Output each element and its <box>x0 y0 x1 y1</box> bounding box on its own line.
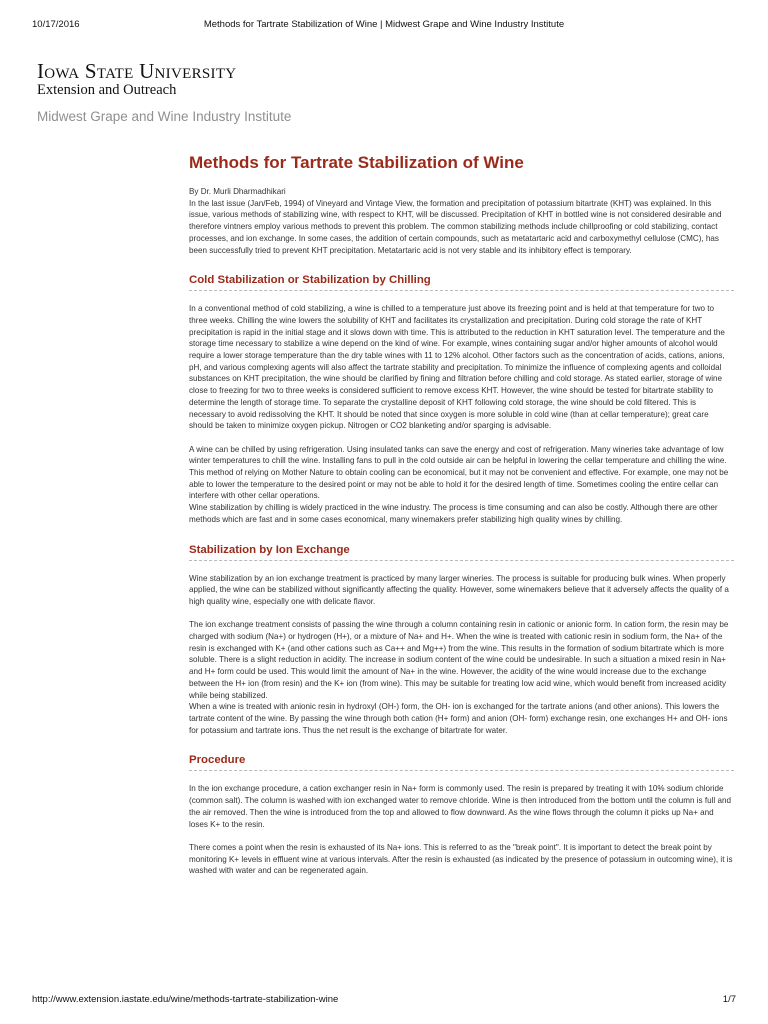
section-paragraph: When a wine is treated with anionic resin in hydroxyl (OH-) form, the OH- ion is exchanged for the tartrate anions (and other anions). This lowers the tartrate content of the wine. By passing the wine through both cation (H+ form) and anion (OH- form) exchange resin, one exchanges H+ and OH- ions for potassium and tartrate ions. Thus the net result is the exchange of bitartrate for water. <box>189 702 728 735</box>
article-author: By Dr. Murli Dharmadhikari <box>189 187 286 196</box>
section-paragraph: In a conventional method of cold stabilizing, a wine is chilled to a temperature just above its freezing point and is held at that temperature for two to three weeks. Chilling the wine lowers the solubility of KHT and facilitates its crystallization and precipitation. During cold storage the rate of KHT precipitation is rapid in the initial stage and it slows down with time. This is attributed to the reduction in KHT saturation level. The temperature and the storage time necessary to stabilize a wine depend on the kind of wine. For example, wines containing sugar and/or higher amounts of alcohol would require a lower storage temperature than the dry table wines with 11 to 12% alcohol. Other factors such as the concentration of acids, cations, anions, pH, and various complexing agents will also affect the tartrate stability and precipitation. To minimize the influence of complexing agents and colloidal substances on KHT precipitation, the wine should be clarified by fining and filtration before chilling and cold storage. As stated earlier, storage of wine close to freezing for two to three weeks is considered sufficient to remove excess KHT. However, the wine should be tested for bitartrate stability to determine the length of storage time. To separate the crystalline deposit of KHT following cold storage, the wine should be cold filtered. This is necessary to avoid redissolving the KHT. It should be noted that since oxygen is more soluble in cold wine (than at cellar temperature); great care should be taken to minimize oxygen pickup. Nitrogen or CO2 blanketing and/or sparging is advisable. <box>189 304 725 431</box>
section-paragraph: Wine stabilization by an ion exchange treatment is practiced by many larger wineries. The process is suitable for producing bulk wines. When properly applied, the wine can be stabilized without significantly affecting the quality. However, some winemakers believe that it adversely affects the quality of a high quality wine, especially one with delicate flavor. <box>189 573 729 606</box>
section-paragraph: A wine can be chilled by using refrigeration. Using insulated tanks can save the energy and cost of refrigeration. Many wineries take advantage of low winter temperatures to chill the wine. Installing fans to pull in the cold outside air can be helpful in lowering the cellar temperature and chilling the wine. This method of relying on Mother Nature to obtain cooling can be economical, but it may not be convenient and effective. For example, one may not be able to lower the temperature to the desired point or may not be able to hold it for the desired length of time. Sometimes cooling the entire cellar can interfere with other cellar operations. <box>189 444 729 501</box>
print-page-title: Methods for Tartrate Stabilization of Wine | Midwest Grape and Wine Industry Institute <box>203 19 565 30</box>
section-paragraph: There comes a point when the resin is exhausted of its Na+ ions. This is referred to as the "break point". It is important to detect the break point by monitoring K+ levels in effluent wine at various intervals. After the resin is exhausted (as indicated by the presence of potassium in outcoming wine), it is washed with water and can be regenerated again. <box>189 842 733 876</box>
section-heading-procedure: Procedure <box>189 753 734 771</box>
section-heading-cold-stabilization: Cold Stabilization or Stabilization by Chilling <box>189 273 734 291</box>
extension-unit-text[interactable]: Extension and Outreach <box>37 82 177 98</box>
print-url: http://www.extension.iastate.edu/wine/methods-tartrate-stabilization-wine <box>32 994 339 1005</box>
university-logo-text[interactable]: Iowa State University <box>37 59 237 83</box>
section-paragraph: Wine stabilization by chilling is widely practiced in the wine industry. The process is time consuming and can also be costly. Although there are other methods which are fast and in some cases economical, many winemakers prefer stabilizing high quality wines by chilling. <box>189 503 718 524</box>
section-paragraph: In the ion exchange procedure, a cation exchanger resin in Na+ form is commonly used. The resin is prepared by treating it with 10% sodium chloride (common salt). The column is washed with ion exchanged water to remove chloride. Wine is then introduced from the bottom until the column is full and the air removed. Then the wine is introduced from the top and allowed to flow downward. As the wine flows through the column it picks up Na+ and loses K+ to the resin. <box>189 784 731 829</box>
article <box>189 153 734 877</box>
print-header <box>32 19 736 33</box>
section-paragraph: The ion exchange treatment consists of passing the wine through a column containing resin in cationic or anionic form. In cation form, the resin may be charged with sodium (Na+) or hydrogen (H+), or a mixture of Na+ and H+. When the wine is treated with cationic resin in sodium form, the Na+ of the resin is exchanged with K+ (and other cations such as Ca++ and Mg++) from the wine. This results in the formation of sodium bitartrate which is more soluble. There is a slight reduction in acidity. The increase in sodium content of the wine could be undesirable. In such a situation a mixed resin in Na+ and H+ form could be used. This would limit the amount of Na+ in the wine. However, the acidity of the wine would increase due to the exchange between the H+ ion (from resin) and the K+ ion (from wine). This may be suitable for treating low acid wine, which would benefit from increased acidity while being stabilized. <box>189 620 729 700</box>
institute-name[interactable]: Midwest Grape and Wine Industry Institute <box>37 109 292 124</box>
article-intro: In the last issue (Jan/Feb, 1994) of Vineyard and Vintage View, the formation and precipitation of potassium bitartrate (KHT) was explained. In this issue, various methods of stabilizing wine, with respect to KHT, will be discussed. Precipitation of KHT in bottled wine is not considered desirable and therefore vintners employ various methods to prevent this problem. The common stabilizing methods include chillproofing or cold stabilizing, contact processes, and ion exchange. In some cases, the addition of certain compounds, such as metatartaric acid and carboxymethyl cellulose (CMC), has been successfully tried to prevent KHT precipitation. Metatartaric acid is not very stable and its inhibitory effect is temporary. <box>189 198 722 255</box>
print-date: 10/17/2016 <box>32 19 80 30</box>
site-brand[interactable] <box>37 60 291 125</box>
print-footer <box>32 994 736 1008</box>
section-heading-ion-exchange: Stabilization by Ion Exchange <box>189 543 734 561</box>
print-page-number: 1/7 <box>722 994 736 1005</box>
article-title: Methods for Tartrate Stabilization of Wine <box>189 153 524 172</box>
